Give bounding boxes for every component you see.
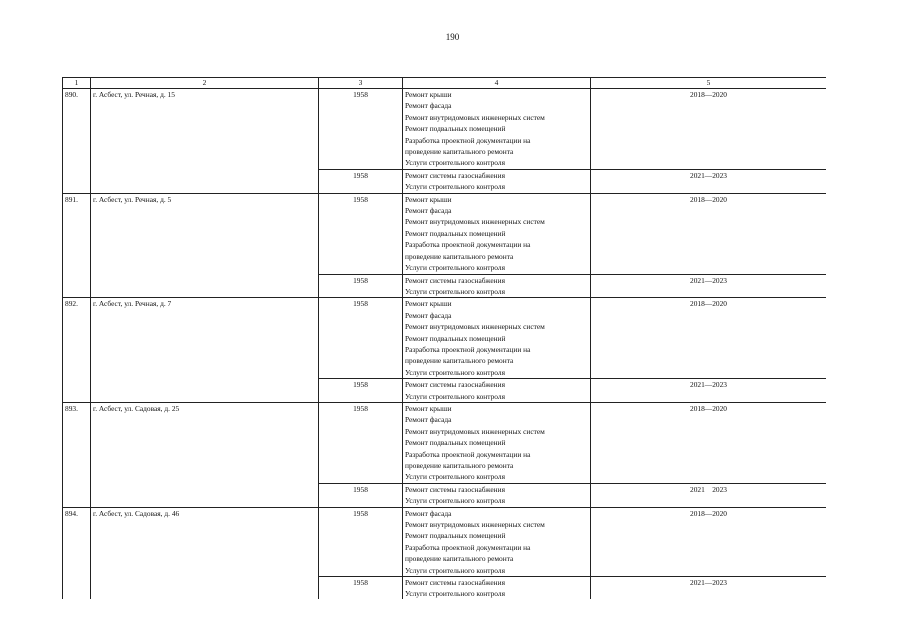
year-cell: 1958 (319, 274, 403, 298)
work-item: Услуги строительного контроля (405, 565, 505, 575)
year-cell: 1958 (319, 379, 403, 403)
work-item: Разработка проектной документации на (405, 449, 531, 459)
work-item: Услуги строительного контроля (405, 472, 505, 482)
period-cell: 2021—2023 (591, 274, 827, 298)
work-item: Услуги строительного контроля (405, 496, 505, 506)
work-item: Ремонт фасада (405, 101, 452, 111)
row-number-cell: 894. (63, 507, 91, 599)
column-number-row (63, 78, 827, 89)
table-row (63, 89, 827, 170)
row-number-cell: 890. (63, 89, 91, 194)
work-item: Ремонт крыши (405, 194, 452, 204)
work-item: Услуги строительного контроля (405, 367, 505, 377)
address-cell: г. Асбест, ул. Садовая, д. 25 (91, 402, 319, 507)
work-item: Разработка проектной документации на (405, 240, 531, 250)
work-item: Ремонт подвальных помещений (405, 333, 506, 343)
period-cell: 2018—2020 (591, 89, 827, 170)
table-row (63, 298, 827, 379)
work-item: Ремонт внутридомовых инженерных систем (405, 112, 545, 122)
work-item: Услуги строительного контроля (405, 263, 505, 273)
work-item: проведение капитального ремонта (405, 147, 514, 157)
repair-schedule-table-container (62, 77, 826, 599)
work-item: Услуги строительного контроля (405, 182, 505, 192)
work-item: Услуги строительного контроля (405, 158, 505, 168)
address-cell: г. Асбест, ул. Речная, д. 15 (91, 89, 319, 194)
address-cell: г. Асбест, ул. Садовая, д. 46 (91, 507, 319, 599)
work-item: Ремонт крыши (405, 403, 452, 413)
work-item: Ремонт подвальных помещений (405, 531, 506, 541)
column-header-2: 2 (91, 78, 319, 89)
works-cell (403, 483, 591, 507)
works-cell (403, 402, 591, 483)
work-item: проведение капитального ремонта (405, 356, 514, 366)
work-item: Ремонт фасада (405, 310, 452, 320)
work-item: Ремонт фасада (405, 508, 452, 518)
address-cell: г. Асбест, ул. Речная, д. 5 (91, 193, 319, 298)
work-item: Ремонт системы газоснабжения (405, 578, 505, 588)
works-cell (403, 169, 591, 193)
period-cell: 2021—2023 (591, 169, 827, 193)
column-header-4: 4 (403, 78, 591, 89)
work-item: Ремонт системы газоснабжения (405, 380, 505, 390)
column-header-1: 1 (63, 78, 91, 89)
period-cell: 2018—2020 (591, 193, 827, 274)
table-row (63, 193, 827, 274)
work-item: Разработка проектной документации на (405, 135, 531, 145)
period-cell: 2018—2020 (591, 507, 827, 576)
row-number-cell: 892. (63, 298, 91, 403)
works-cell (403, 89, 591, 170)
table-row (63, 402, 827, 483)
work-item: Услуги строительного контроля (405, 286, 505, 296)
work-item: Ремонт фасада (405, 415, 452, 425)
table-body (63, 89, 827, 600)
work-item: Услуги строительного контроля (405, 589, 505, 599)
work-item: Ремонт системы газоснабжения (405, 484, 505, 494)
work-item: Ремонт системы газоснабжения (405, 275, 505, 285)
period-cell: 2021 2023 (591, 483, 827, 507)
period-cell: 2021—2023 (591, 379, 827, 403)
year-cell: 1958 (319, 89, 403, 170)
year-cell: 1958 (319, 298, 403, 379)
year-cell: 1958 (319, 577, 403, 599)
work-item: Ремонт подвальных помещений (405, 124, 506, 134)
work-item: проведение капитального ремонта (405, 554, 514, 564)
works-cell (403, 379, 591, 403)
work-item: Ремонт крыши (405, 90, 452, 99)
column-header-5: 5 (591, 78, 827, 89)
works-cell (403, 507, 591, 576)
work-item: Ремонт системы газоснабжения (405, 170, 505, 180)
year-cell: 1958 (319, 169, 403, 193)
works-cell (403, 274, 591, 298)
year-cell: 1958 (319, 193, 403, 274)
work-item: Ремонт внутридомовых инженерных систем (405, 217, 545, 227)
work-item: Ремонт фасада (405, 206, 452, 216)
works-cell (403, 193, 591, 274)
row-number-cell: 891. (63, 193, 91, 298)
work-item: проведение капитального ремонта (405, 461, 514, 470)
work-item: Ремонт подвальных помещений (405, 438, 506, 448)
work-item: Ремонт крыши (405, 299, 452, 309)
period-cell: 2021—2023 (591, 577, 827, 599)
page-number: 190 (445, 32, 460, 42)
works-cell (403, 298, 591, 379)
work-item: Ремонт внутридомовых инженерных систем (405, 426, 545, 436)
work-item: Услуги строительного контроля (405, 391, 505, 401)
work-item: Ремонт внутридомовых инженерных систем (405, 520, 545, 530)
year-cell: 1958 (319, 402, 403, 483)
repair-schedule-table (62, 77, 826, 599)
works-cell (403, 577, 591, 599)
work-item: Ремонт подвальных помещений (405, 228, 506, 238)
year-cell: 1958 (319, 507, 403, 576)
period-cell: 2018—2020 (591, 402, 827, 483)
work-item: проведение капитального ремонта (405, 251, 514, 261)
work-item: Разработка проектной документации на (405, 344, 531, 354)
column-header-3: 3 (319, 78, 403, 89)
table-row (63, 507, 827, 576)
period-cell: 2018—2020 (591, 298, 827, 379)
address-cell: г. Асбест, ул. Речная, д. 7 (91, 298, 319, 403)
work-item: Разработка проектной документации на (405, 542, 531, 552)
work-item: Ремонт внутридомовых инженерных систем (405, 322, 545, 332)
row-number-cell: 893. (63, 402, 91, 507)
year-cell: 1958 (319, 483, 403, 507)
